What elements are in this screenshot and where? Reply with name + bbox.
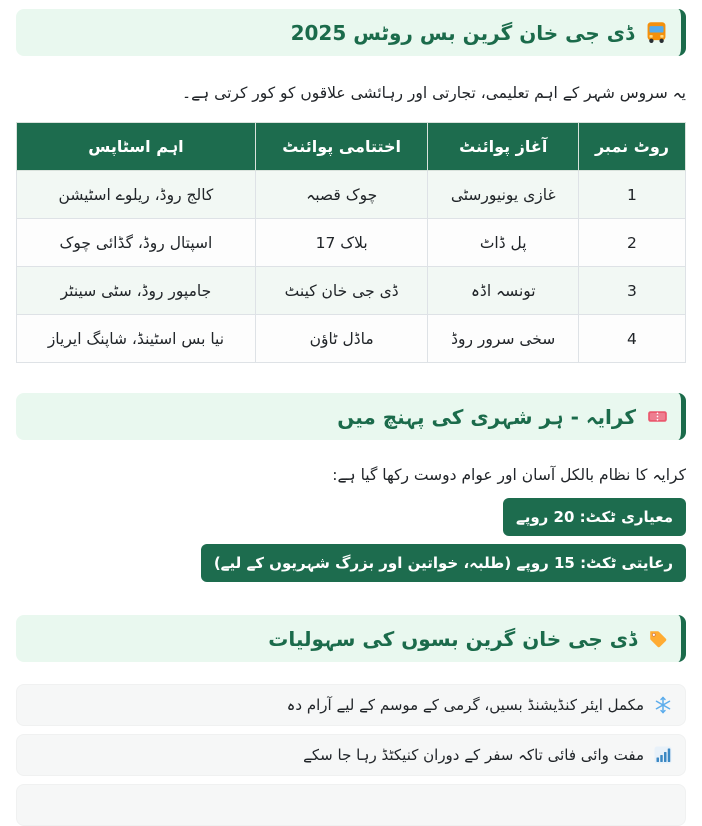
end-point-cell: ڈی جی خان کینٹ (255, 267, 428, 315)
table-row (17, 315, 686, 363)
discount-ticket-badge: رعایتی ٹکٹ: 15 روپے (طلبہ، خواتین اور بزرگ شہریوں کے لیے) (201, 544, 686, 582)
start-point-cell: غازی یونیورسٹی (428, 171, 579, 219)
ticket-icon (647, 406, 668, 427)
page-title: ڈی جی خان گرین بس روٹس 2025 (290, 20, 634, 45)
standard-ticket-row (16, 498, 686, 536)
service-intro-text: یہ سروس شہر کے اہم تعلیمی، تجارتی اور رہائشی علاقوں کو کور کرتی ہے۔ (181, 84, 686, 102)
route-number-cell: 1 (578, 171, 685, 219)
main-stops-cell: نیا بس اسٹینڈ، شاپنگ ایریاز (17, 315, 256, 363)
tag-icon (648, 629, 668, 649)
table-row (17, 219, 686, 267)
facility-item-air-conditioning (16, 684, 686, 726)
route-number-cell: 3 (578, 267, 685, 315)
table-header-row (17, 123, 686, 171)
route-number-header: روٹ نمبر (578, 123, 685, 171)
table-row (17, 171, 686, 219)
facility-item-clipped (16, 784, 686, 826)
table-row (17, 267, 686, 315)
routes-table (16, 122, 686, 363)
fare-section-title: کرایہ - ہر شہری کی پہنچ میں (337, 404, 636, 429)
routes-section-header (16, 9, 686, 56)
main-stops-cell: جامپور روڈ، سٹی سینٹر (17, 267, 256, 315)
bus-icon (645, 21, 668, 44)
end-point-cell: ماڈل ٹاؤن (255, 315, 428, 363)
end-point-cell: چوک قصبہ (255, 171, 428, 219)
facility-item-wifi (16, 734, 686, 776)
facilities-section-title: ڈی جی خان گرین بسوں کی سہولیات (268, 626, 637, 651)
wifi-signal-icon (654, 746, 672, 764)
start-point-cell: سخی سرور روڈ (428, 315, 579, 363)
discount-ticket-row (16, 544, 686, 582)
route-number-cell: 2 (578, 219, 685, 267)
start-point-cell: تونسہ اڈہ (428, 267, 579, 315)
facilities-section-header (16, 615, 686, 662)
facility-list (16, 684, 686, 826)
route-number-cell: 4 (578, 315, 685, 363)
snowflake-icon (654, 696, 672, 714)
facility-text: مکمل ایئر کنڈیشنڈ بسیں، گرمی کے موسم کے لیے آرام دہ (286, 696, 644, 714)
start-point-header: آغاز پوائنٹ (428, 123, 579, 171)
main-stops-cell: کالج روڈ، ریلوے اسٹیشن (17, 171, 256, 219)
fare-intro-text: کرایہ کا نظام بالکل آسان اور عوام دوست رکھا گیا ہے: (332, 466, 686, 484)
end-point-header: اختتامی پوائنٹ (255, 123, 428, 171)
facility-text: مفت وائی فائی تاکہ سفر کے دوران کنیکٹڈ رہا جا سکے (303, 746, 644, 764)
end-point-cell: بلاک 17 (255, 219, 428, 267)
standard-ticket-badge: معیاری ٹکٹ: 20 روپے (503, 498, 686, 536)
fare-section-header (16, 393, 686, 440)
main-stops-cell: اسپتال روڈ، گڈائی چوک (17, 219, 256, 267)
main-stops-header: اہم اسٹاپس (17, 123, 256, 171)
start-point-cell: پل ڈاٹ (428, 219, 579, 267)
